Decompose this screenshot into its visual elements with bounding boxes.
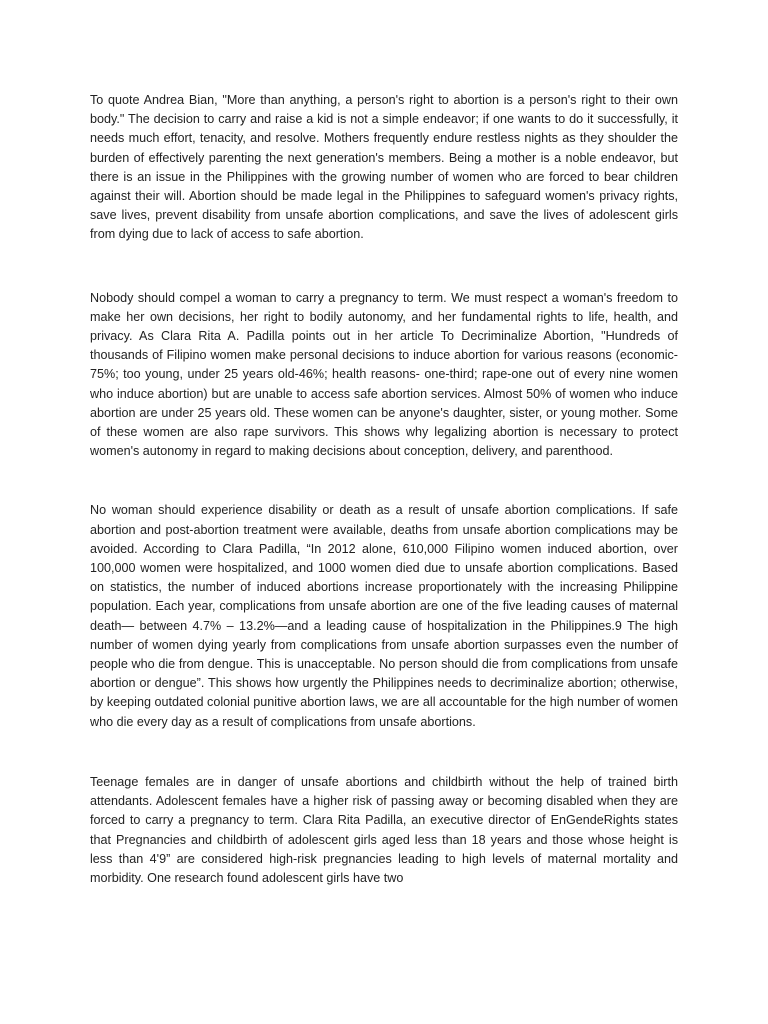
paragraph-autonomy: Nobody should compel a woman to carry a pregnancy to term. We must respect a woman's freedom to make her own decisions, her right to bodily autonomy, and her fundamental rights to life, health, and privacy. As Clara Rita A. Padilla points out in her article To Decriminalize Abortion, "Hundreds of thousands of Filipino women make personal decisions to induce abortion for various reasons (economic-75%; too young, under 25 years old-46%; health reasons- one-third; rape-one out of every nine women who induce abortion) but are unable to access safe abortion services. Almost 50% of women who induce abortion are under 25 years old. These women can be anyone's daughter, sister, or young mother. Some of these women are also rape survivors. This shows why legalizing abortion is necessary to protect women's autonomy in regard to making decisions about conception, delivery, and parenthood. (90, 290, 678, 459)
paragraph-unsafe-abortion: No woman should experience disability or death as a result of unsafe abortion complications. If safe abortion and post-abortion treatment were available, deaths from unsafe abortion complications may be avoided. According to Clara Padilla, “In 2012 alone, 610,000 Filipino women induced abortion, over 100,000 women were hospitalized, and 1000 women died due to unsafe abortion complications. Based on statistics, the number of induced abortions increase proportionately with the increasing Philippine population. Each year, complications from unsafe abortion are one of the five leading causes of maternal death— between 4.7% – 13.2%—and a leading cause of hospitalization in the Philippines.9 The high number of women dying yearly from complications from unsafe abortion surpasses even the number of people who die from dengue. This is unacceptable. No person should die from complications from unsafe abortion or dengue”. This shows how urgently the Philippines needs to decriminalize abortion; otherwise, by keeping outdated colonial punitive abortion laws, we are all accountable for the high number of women who die every day as a result of complications from unsafe abortions. (90, 503, 678, 729)
document-body (90, 91, 678, 888)
paragraph-adolescent-girls: Teenage females are in danger of unsafe abortions and childbirth without the help of trained birth attendants. Adolescent females have a higher risk of passing away or becoming disabled when they are forced to carry a pregnancy to term. Clara Rita Padilla, an executive director of EnGendeRights states that Pregnancies and childbirth of adolescent girls aged less than 18 years and those whose height is less than 4'9” are considered high-risk pregnancies leading to high levels of maternal mortality and morbidity. One research found adolescent girls have two (90, 774, 678, 885)
paragraph-intro: To quote Andrea Bian, "More than anything, a person's right to abortion is a person's right to their own body." The decision to carry and raise a kid is not a simple endeavor; if one wants to do it successfully, it needs much effort, tenacity, and resolve. Mothers frequently endure restless nights as they shoulder the burden of effectively parenting the next generation's members. Being a mother is a noble endeavor, but there is an issue in the Philippines with the growing number of women who are forced to bear children against their will. Abortion should be made legal in the Philippines to safeguard women's privacy rights, save lives, prevent disability from unsafe abortion complications, and save the lives of adolescent girls from dying due to lack of access to safe abortion. (90, 93, 678, 242)
